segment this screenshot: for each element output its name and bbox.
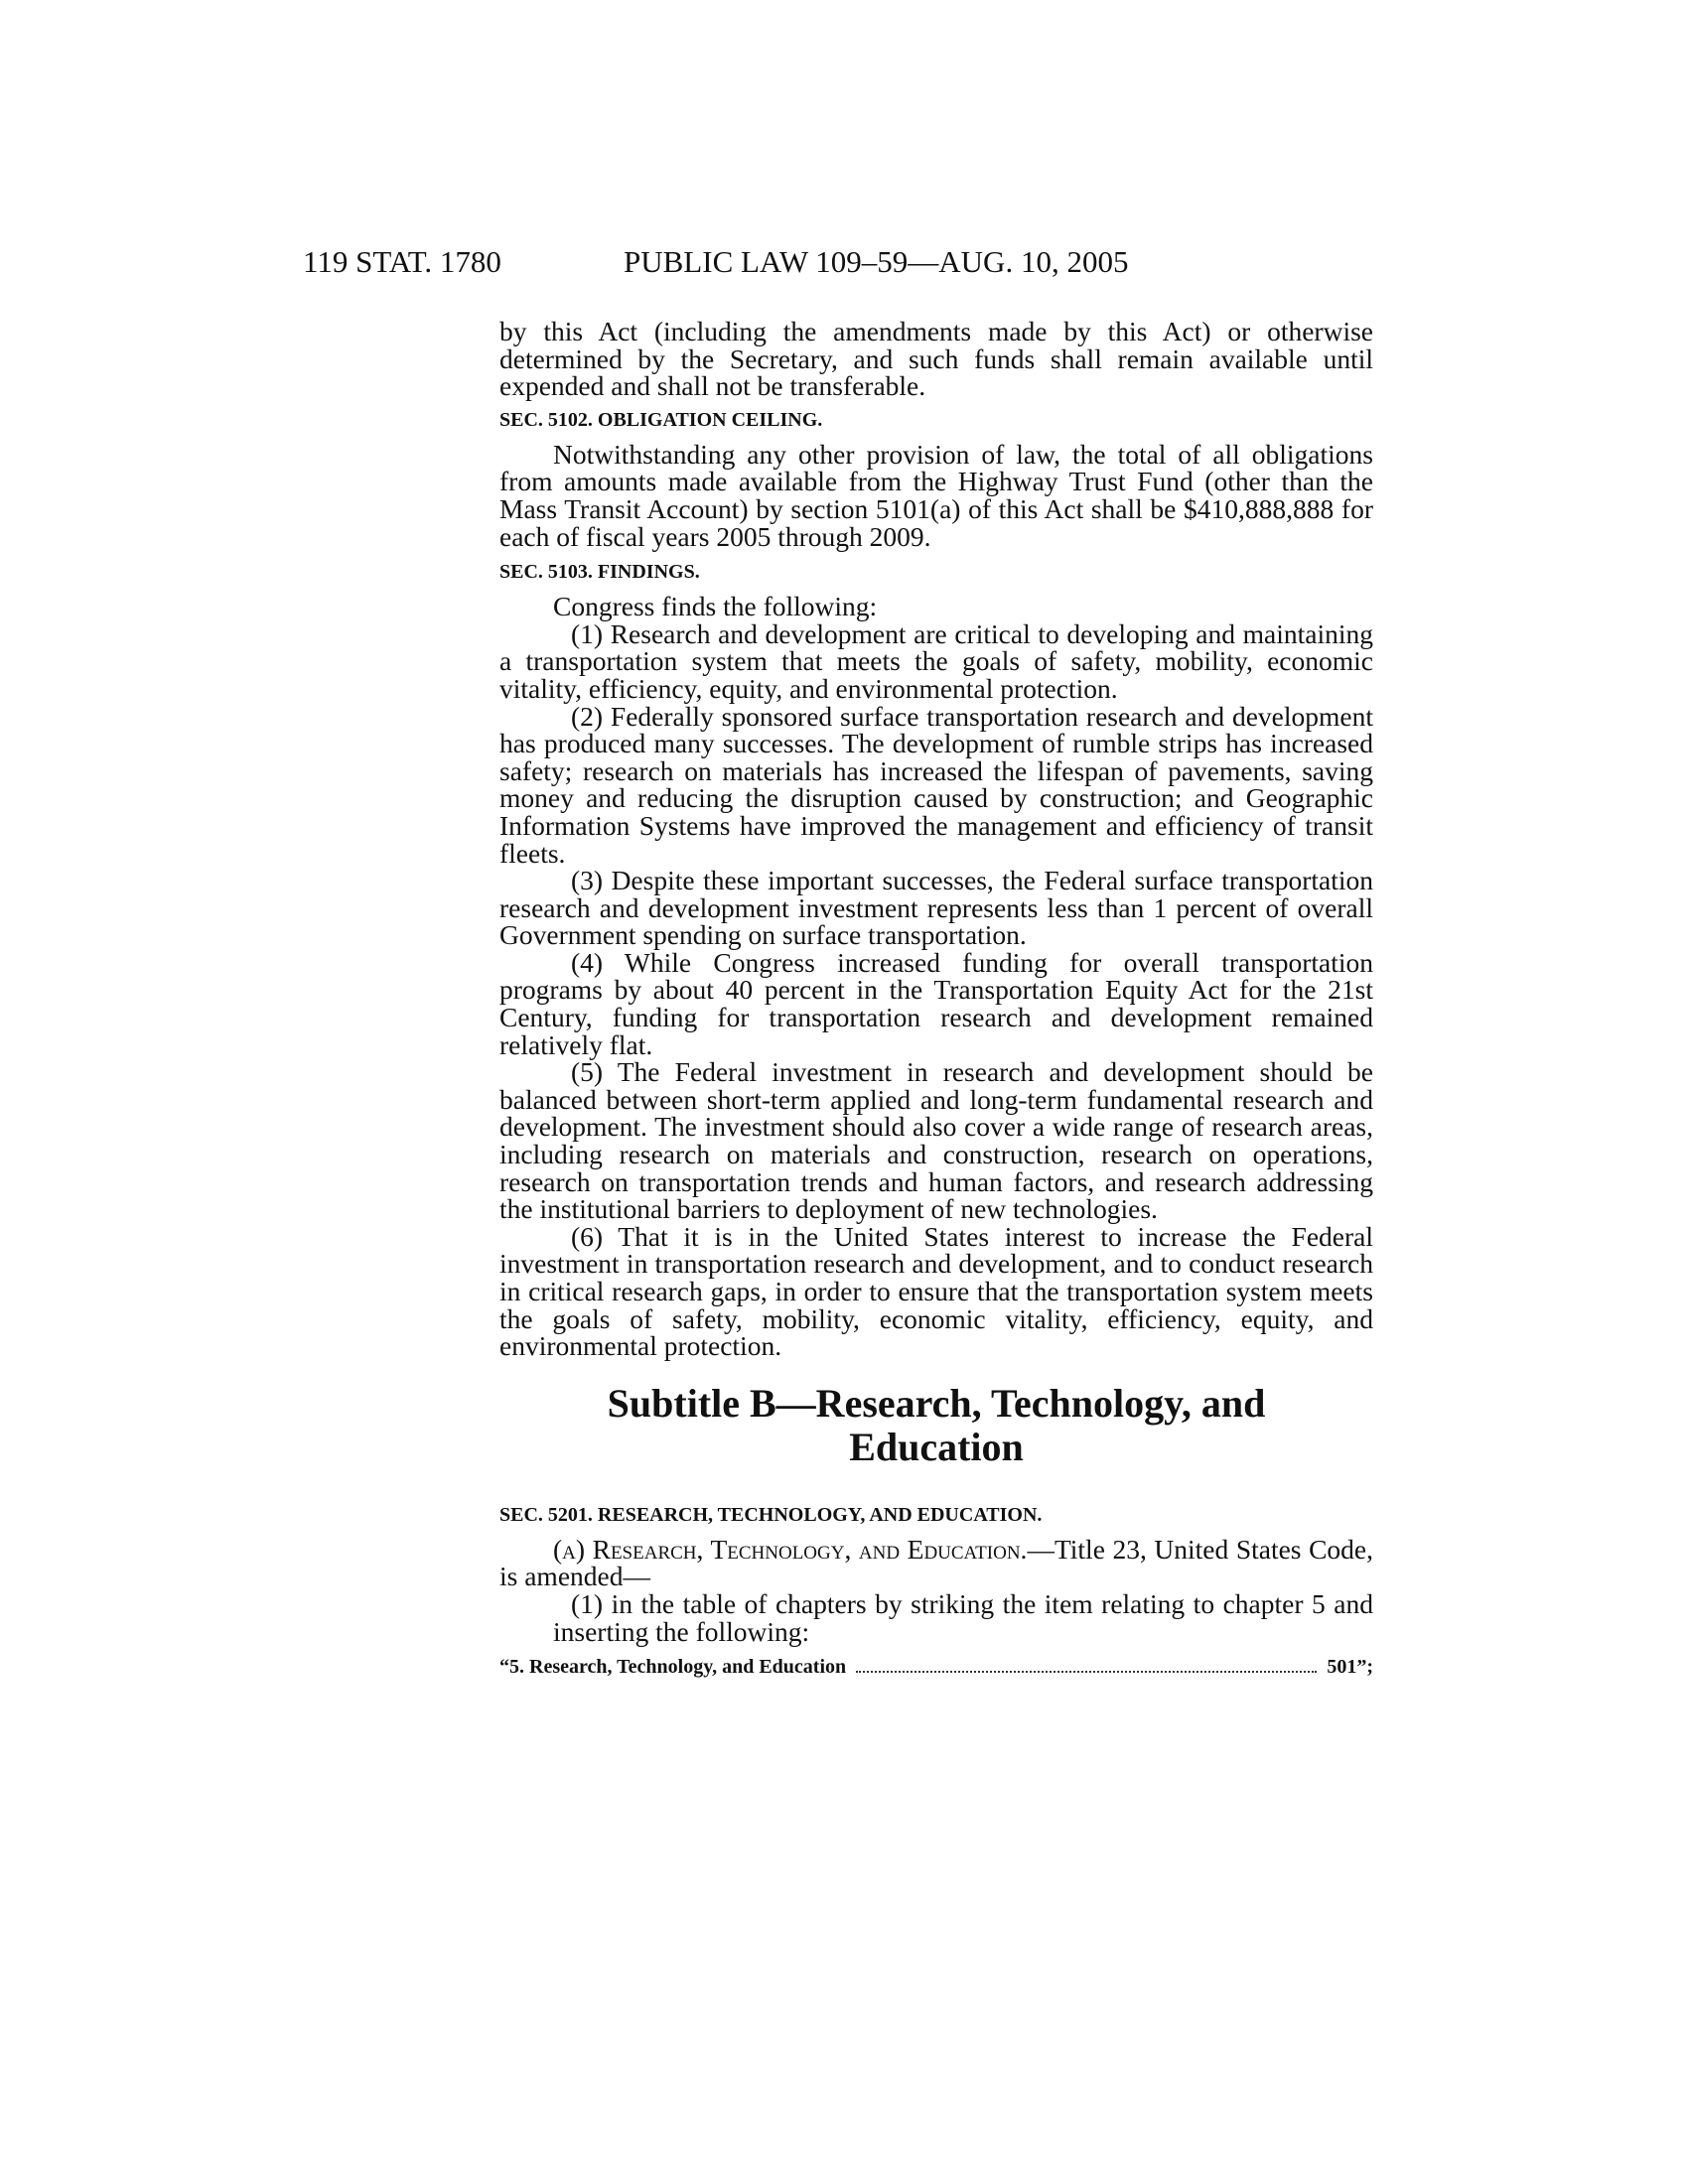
sec-5103-intro: Congress finds the following: xyxy=(553,591,878,622)
opening-paragraph: by this Act (including the amendments made by this Act) or otherwise determined by the Secretary, and such funds shall remain available until expended and shall not be transferable. xyxy=(499,316,1373,402)
subtitle-line-2: Education xyxy=(849,1424,1024,1469)
subtitle-heading xyxy=(499,1382,1373,1469)
sec-5102-heading: SEC. 5102. OBLIGATION CEILING. xyxy=(499,408,823,431)
finding-2: (2) Federally sponsored surface transportation research and development has produced many successes. The development of rumble strips has increased safety; research on materials has increased the lifespan of pavements, saving money and reducing the disruption caused by construction; and Geographic Information Systems have improved the management and efficiency of transit fleets. xyxy=(499,700,1373,869)
sec-5201-heading: SEC. 5201. RESEARCH, TECHNOLOGY, AND EDUCATION. xyxy=(499,1503,1043,1526)
subtitle-line-1: Subtitle B—Research, Technology, and xyxy=(607,1380,1266,1426)
sec-5201-a-text: —Title 23, United States Code, is amended— xyxy=(499,1533,1374,1592)
finding-3: (3) Despite these important successes, the Federal surface transportation research and development investment represents less than 1 percent of overall Government spending on surface transportation. xyxy=(499,865,1373,951)
table-of-chapters-entry xyxy=(499,1655,1373,1679)
finding-1: (1) Research and development are critical to developing and maintaining a transportation system that meets the goals of safety, mobility, economic vitality, efficiency, equity, and environmental protection. xyxy=(499,617,1373,704)
finding-4: (4) While Congress increased funding for overall transportation programs by about 40 percent in the Transportation Equity Act for the 21st Century, funding for transportation research and development remained relatively flat. xyxy=(499,946,1373,1060)
sec-5201-a-caption: (a) Research, Technology, and Education. xyxy=(553,1533,1028,1565)
finding-5: (5) The Federal investment in research and development should be balanced between short-term applied and long-term fundamental research and development. The investment should also cover a wide range of research areas, including research on materials and construction, research on operations, research on transportation trends and human factors, and research addressing the institutional barriers to deployment of new technologies. xyxy=(499,1056,1373,1225)
toc-entry-page: 501”; xyxy=(1327,1656,1373,1679)
sec-5201-a-1: (1) in the table of chapters by striking the item relating to chapter 5 and inserting the following: xyxy=(553,1587,1373,1647)
toc-dot-leader xyxy=(856,1671,1317,1673)
document-body xyxy=(499,318,1373,1679)
public-law-reference: PUBLIC LAW 109–59—AUG. 10, 2005 xyxy=(624,244,1129,279)
stat-reference: 119 STAT. 1780 xyxy=(303,244,501,279)
sec-5103-heading: SEC. 5103. FINDINGS. xyxy=(499,561,700,584)
sec-5102-text: Notwithstanding any other provision of law, the total of all obligations from amounts made available from the Highway Trust Fund (other than the Mass Transit Account) by section 5101(a) of this Act shall be $410,888,888 for each of fiscal years 2005 through 2009. xyxy=(499,438,1373,552)
page-header xyxy=(0,244,1688,284)
sec-5201-a-paragraph xyxy=(499,1533,1374,1592)
finding-6: (6) That it is in the United States interest to increase the Federal investment in transportation research and development, and to conduct research in critical research gaps, in order to ensure that the transportation system meets the goals of safety, mobility, economic vitality, efficiency, equity, and environmental protection. xyxy=(499,1220,1373,1362)
toc-entry-label: “5. Research, Technology, and Education xyxy=(499,1656,847,1679)
